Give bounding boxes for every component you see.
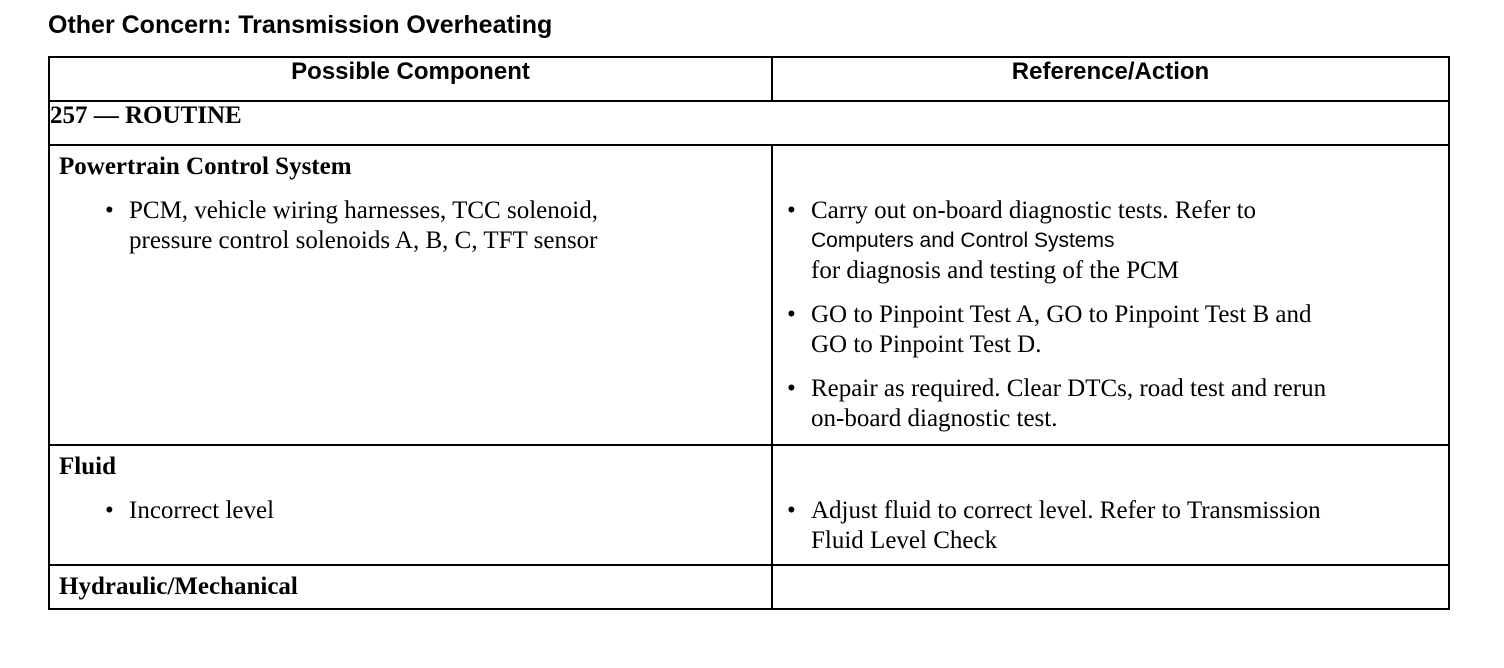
action-text-line: GO to Pinpoint Test A, GO to Pinpoint Test B and <box>811 301 1312 328</box>
concern-table <box>48 56 1450 610</box>
section-label: 257 — ROUTINE <box>49 101 1449 145</box>
action-cell <box>772 145 1449 445</box>
group-title-hydraulic: Hydraulic/Mechanical <box>59 573 298 600</box>
component-cell <box>49 445 772 565</box>
bullet-dot: • <box>787 301 796 328</box>
component-cell <box>49 145 772 445</box>
component-cell <box>49 565 772 609</box>
column-header-component: Possible Component <box>49 57 772 101</box>
reference-link-text: Computers and Control Systems <box>811 229 1115 252</box>
component-text-line: pressure control solenoids A, B, C, TFT sensor <box>129 227 598 254</box>
group-title-fluid: Fluid <box>59 453 116 480</box>
table-row <box>49 145 1449 445</box>
column-header-action: Reference/Action <box>772 57 1449 101</box>
action-cell <box>772 565 1449 609</box>
action-text-line: Repair as required. Clear DTCs, road test and rerun <box>811 375 1327 402</box>
action-bullet <box>787 300 1448 360</box>
action-text-line: for diagnosis and testing of the PCM <box>811 257 1180 284</box>
action-bullet <box>787 496 1448 556</box>
bullet-dot: • <box>787 197 796 224</box>
bullet-dot: • <box>787 497 796 524</box>
bullet-dot: • <box>105 497 114 524</box>
header-row <box>49 57 1449 101</box>
component-bullet <box>105 196 771 256</box>
bullet-dot: • <box>787 375 796 402</box>
component-text-line: Incorrect level <box>129 497 275 524</box>
action-text-line: GO to Pinpoint Test D. <box>811 331 1042 358</box>
bullet-dot: • <box>105 197 114 224</box>
group-title-powertrain: Powertrain Control System <box>59 153 352 180</box>
action-text-line: Fluid Level Check <box>811 527 998 554</box>
action-cell <box>772 445 1449 565</box>
action-bullet <box>787 374 1448 434</box>
action-text-line: on-board diagnostic test. <box>811 405 1058 432</box>
component-bullet <box>105 496 771 526</box>
component-text-line: PCM, vehicle wiring harnesses, TCC solenoid, <box>129 197 598 224</box>
action-text-line: Carry out on-board diagnostic tests. Refer to <box>811 197 1257 224</box>
page-title: Other Concern: Transmission Overheating <box>48 11 553 39</box>
action-text-line: Adjust fluid to correct level. Refer to Transmission <box>811 497 1321 524</box>
table-row <box>49 565 1449 609</box>
table-row <box>49 445 1449 565</box>
section-row <box>49 101 1449 145</box>
action-bullet <box>787 196 1448 286</box>
